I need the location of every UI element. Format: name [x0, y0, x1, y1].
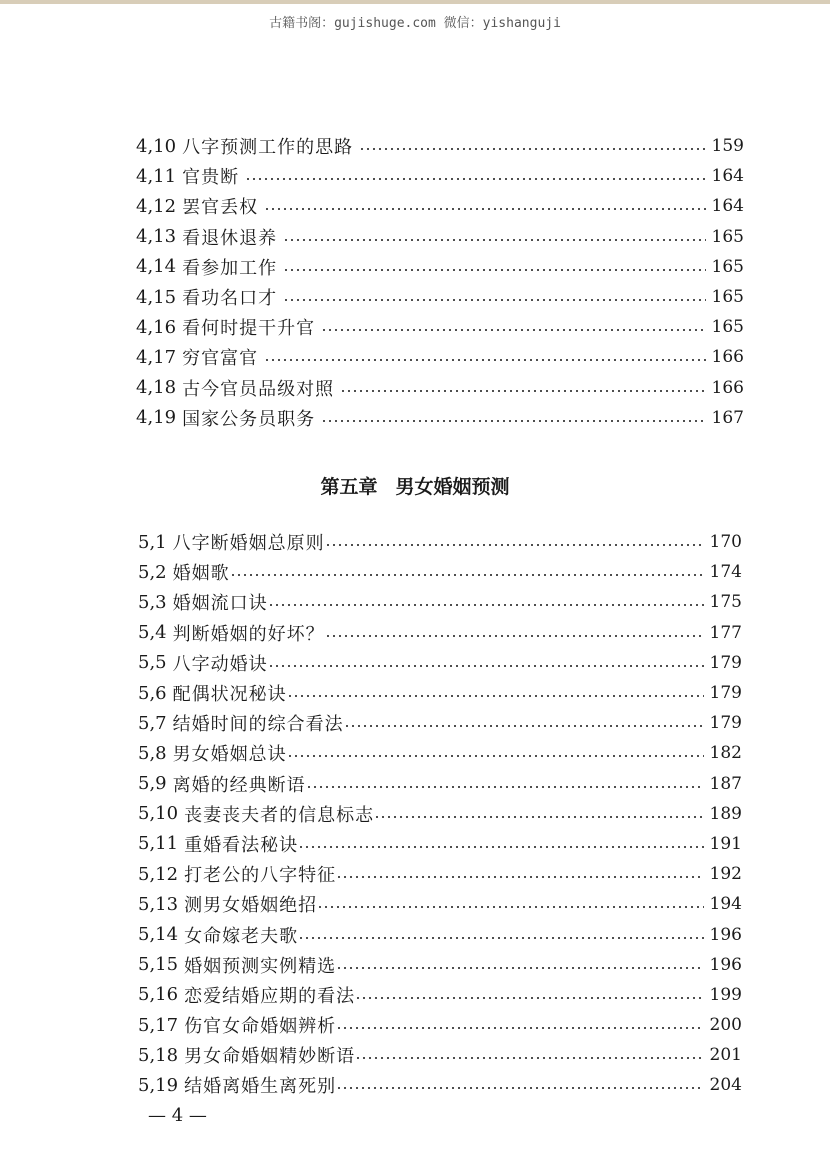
leader-dots	[287, 695, 704, 697]
entry-page: 189	[709, 803, 742, 824]
leader-dots	[359, 148, 705, 150]
entry-page: 201	[709, 1045, 742, 1066]
watermark-text: 古籍书阁：gujishuge.com 微信：yishanguji	[269, 16, 561, 31]
entry-page: 182	[709, 743, 742, 764]
entry-page: 165	[711, 317, 744, 338]
leader-dots	[340, 390, 705, 392]
toc-entry	[136, 373, 744, 403]
leader-dots	[287, 755, 704, 757]
toc-entry	[136, 312, 744, 342]
entry-number: 5,15	[138, 954, 179, 976]
entry-page: 165	[711, 226, 744, 247]
leader-dots	[374, 816, 703, 818]
toc-entry	[138, 1070, 742, 1100]
toc-entry	[136, 342, 744, 372]
entry-number: 5,19	[138, 1074, 179, 1096]
entry-page: 196	[709, 924, 742, 945]
chapter-title: 男女婚姻预测	[395, 476, 510, 498]
entry-number: 5,14	[138, 924, 179, 946]
top-border	[0, 0, 830, 4]
entry-number: 5,1	[138, 531, 167, 553]
entry-number: 4,19	[136, 407, 177, 429]
entry-number: 4,17	[136, 346, 177, 368]
toc-section-chapter5	[0, 527, 830, 1101]
toc-entry	[136, 161, 744, 191]
leader-dots	[306, 786, 704, 788]
entry-page: 204	[709, 1075, 742, 1096]
leader-dots	[344, 725, 704, 727]
entry-title: 罢官丢权	[182, 197, 259, 219]
chapter-label: 第五章	[320, 476, 378, 498]
toc-entry	[136, 191, 744, 221]
entry-title: 官贵断	[182, 167, 240, 189]
leader-dots	[230, 574, 704, 576]
leader-dots	[317, 906, 703, 908]
leader-dots	[283, 269, 705, 271]
toc-entry	[136, 131, 744, 161]
entry-title: 男女命婚姻精妙断语	[184, 1046, 356, 1068]
entry-title: 婚姻流口诀	[172, 593, 268, 615]
entry-title: 重婚看法秘诀	[184, 834, 299, 856]
entry-title: 八字预测工作的思路	[182, 137, 354, 159]
entry-page: 192	[709, 864, 742, 885]
toc-entry	[138, 1040, 742, 1070]
toc-entry	[138, 648, 742, 678]
entry-page: 164	[711, 196, 744, 217]
entry-number: 5,10	[138, 803, 179, 825]
entry-title: 恋爱结婚应期的看法	[184, 985, 356, 1007]
entry-title: 八字动婚诀	[172, 653, 268, 675]
entry-page: 164	[711, 166, 744, 187]
entry-page: 187	[709, 773, 742, 794]
entry-page: 166	[711, 377, 744, 398]
chapter-heading	[0, 472, 830, 499]
entry-page: 174	[709, 562, 742, 583]
entry-number: 5,11	[138, 833, 179, 855]
entry-page: 159	[711, 136, 744, 157]
toc-entry	[138, 587, 742, 617]
entry-title: 测男女婚姻绝招	[184, 895, 318, 917]
entry-number: 5,18	[138, 1044, 179, 1066]
leader-dots	[298, 846, 703, 848]
entry-number: 4,15	[136, 286, 177, 308]
entry-number: 5,4	[138, 622, 167, 644]
entry-page: 194	[709, 894, 742, 915]
entry-page: 196	[709, 954, 742, 975]
entry-page: 165	[711, 287, 744, 308]
entry-title: 八字断婚姻总原则	[172, 533, 325, 555]
leader-dots	[264, 208, 705, 210]
entry-title: 结婚时间的综合看法	[172, 714, 344, 736]
toc-entry	[138, 527, 742, 557]
entry-title: 女命嫁老夫歌	[184, 925, 299, 947]
leader-dots	[298, 937, 703, 939]
toc-entry	[138, 738, 742, 768]
entry-page: 199	[709, 984, 742, 1005]
entry-number: 5,16	[138, 984, 179, 1006]
page-number: — 4 —	[148, 1105, 207, 1126]
entry-number: 5,9	[138, 773, 167, 795]
entry-title: 婚姻预测实例精选	[184, 955, 337, 977]
toc-entry	[138, 799, 742, 829]
entry-page: 179	[709, 683, 742, 704]
toc-section-chapter4	[0, 131, 830, 433]
toc-entry	[138, 678, 742, 708]
leader-dots	[321, 329, 705, 331]
entry-number: 5,6	[138, 682, 167, 704]
entry-page: 191	[709, 833, 742, 854]
entry-number: 5,5	[138, 652, 167, 674]
entry-title: 打老公的八字特征	[184, 865, 337, 887]
entry-number: 4,18	[136, 377, 177, 399]
leader-dots	[336, 1027, 703, 1029]
toc-entry	[138, 980, 742, 1010]
entry-title: 看参加工作	[182, 257, 278, 279]
toc-entry	[136, 282, 744, 312]
entry-number: 5,2	[138, 561, 167, 583]
entry-title: 丧妻丧夫者的信息标志	[184, 804, 375, 826]
toc-entry	[138, 889, 742, 919]
entry-number: 5,8	[138, 742, 167, 764]
entry-page: 166	[711, 347, 744, 368]
entry-number: 5,13	[138, 893, 179, 915]
toc-entry	[138, 557, 742, 587]
toc-entry	[138, 708, 742, 738]
toc-entry	[136, 222, 744, 252]
entry-page: 170	[709, 532, 742, 553]
entry-number: 4,12	[136, 195, 177, 217]
leader-dots	[268, 665, 704, 667]
entry-title: 看功名口才	[182, 288, 278, 310]
entry-number: 4,11	[136, 165, 177, 187]
leader-dots	[336, 876, 703, 878]
toc-entry	[136, 403, 744, 433]
toc-entry	[138, 1010, 742, 1040]
entry-number: 4,16	[136, 316, 177, 338]
entry-title: 结婚离婚生离死别	[184, 1076, 337, 1098]
entry-number: 5,7	[138, 712, 167, 734]
toc-entry	[138, 829, 742, 859]
entry-page: 175	[709, 592, 742, 613]
entry-title: 判断婚姻的好坏？	[172, 623, 325, 645]
entry-title: 伤官女命婚姻辨析	[184, 1016, 337, 1038]
leader-dots	[325, 635, 704, 637]
leader-dots	[336, 967, 703, 969]
entry-number: 5,3	[138, 591, 167, 613]
entry-number: 5,17	[138, 1014, 179, 1036]
toc-entry	[138, 769, 742, 799]
entry-title: 古今官员品级对照	[182, 378, 335, 400]
leader-dots	[355, 997, 703, 999]
entry-number: 4,14	[136, 256, 177, 278]
toc-entry	[138, 919, 742, 949]
leader-dots	[355, 1057, 703, 1059]
leader-dots	[268, 604, 704, 606]
leader-dots	[321, 420, 705, 422]
entry-page: 165	[711, 256, 744, 277]
entry-page: 167	[711, 407, 744, 428]
entry-title: 看何时提干升官	[182, 318, 316, 340]
entry-number: 4,10	[136, 135, 177, 157]
entry-number: 5,12	[138, 863, 179, 885]
toc-entry	[138, 950, 742, 980]
entry-title: 婚姻歌	[172, 563, 230, 585]
toc-entry	[138, 859, 742, 889]
entry-title: 穷官富官	[182, 348, 259, 370]
toc-entry	[138, 618, 742, 648]
entry-page: 177	[709, 622, 742, 643]
leader-dots	[336, 1087, 703, 1089]
entry-number: 4,13	[136, 226, 177, 248]
entry-title: 男女婚姻总诀	[172, 744, 287, 766]
entry-title: 看退休退养	[182, 227, 278, 249]
toc-entry	[136, 252, 744, 282]
entry-page: 179	[709, 652, 742, 673]
leader-dots	[245, 178, 705, 180]
entry-title: 配偶状况秘诀	[172, 684, 287, 706]
leader-dots	[325, 544, 704, 546]
leader-dots	[283, 239, 705, 241]
entry-title: 国家公务员职务	[182, 408, 316, 430]
entry-title: 离婚的经典断语	[172, 774, 306, 796]
entry-page: 200	[709, 1015, 742, 1036]
entry-page: 179	[709, 713, 742, 734]
leader-dots	[264, 359, 705, 361]
leader-dots	[283, 299, 705, 301]
